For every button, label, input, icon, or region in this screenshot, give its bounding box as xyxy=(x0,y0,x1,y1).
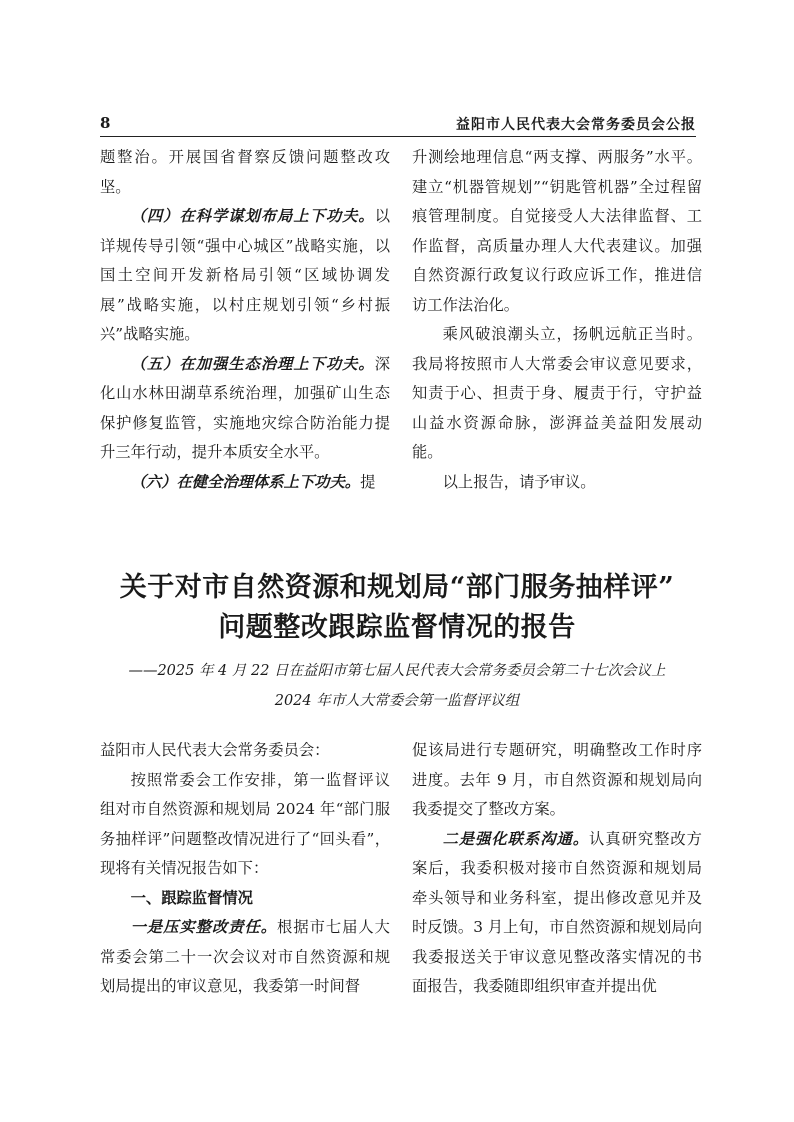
article-title xyxy=(60,568,734,648)
page-number: 8 xyxy=(100,114,111,132)
article-subtitle-line: 2024 年市人大常委会第一监督评议组 xyxy=(274,693,520,709)
article-title-line: 关于对市自然资源和规划局“部门服务抽样评” xyxy=(119,572,675,603)
paragraph xyxy=(100,350,390,468)
paragraph: 按照常委会工作安排，第一监督评议组对市自然资源和规划局 2024 年“部门服务抽样评”问题整改情况进行了“回头看”，现将有关情况报告如下： xyxy=(100,770,390,877)
paragraph: 乘风破浪潮头立，扬帆远航正当时。我局将按照市人大常委会审议意见要求，知责于心、担责于身、履责于行，守护益山益水资源命脉，澎湃益美益阳发展动能。 xyxy=(412,325,702,461)
paragraph: 升测绘地理信息“两支撑、两服务”水平。建立“机器管规划”“钥匙管机器”全过程留痕管理制度。自觉接受人大法律监督、工作监督，高质量办理人大代表建议。加强自然资源行政复议行政应诉工作，推进信访工作法治化。 xyxy=(412,148,702,314)
section-heading: 二是强化联系沟通。 xyxy=(442,829,590,848)
paragraph-text: 提 xyxy=(360,472,376,491)
article-title-line: 问题整改跟踪监督情况的报告 xyxy=(218,612,576,643)
section-heading: （六）在健全治理体系上下功夫。 xyxy=(130,472,361,491)
paragraph-text: 以详规传导引领“强中心城区”战略实施，以国土空间开发新格局引领“区域协调发展”战略实施，以村庄规划引领“乡村振兴”战略实施。 xyxy=(100,207,390,343)
paragraph-text: 深化山水林田湖草系统治理，加强矿山生态保护修复监管，实施地灾综合防治能力提升三年行动，提升本质安全水平。 xyxy=(100,354,390,461)
article-subtitle-line: ——2025 年 4 月 22 日在益阳市第七届人民代表大会常务委员会第二十七次会议上 xyxy=(128,663,666,679)
article-subtitle xyxy=(60,656,734,716)
section-heading: 一、跟踪监督情况 xyxy=(130,888,253,907)
paragraph: 促该局进行专题研究，明确整改工作时序进度。去年 9 月，市自然资源和规划局向我委提交了整改方案。 xyxy=(412,741,702,818)
section-heading: 一是压实整改责任。 xyxy=(130,918,278,936)
paragraph: 题整治。开展国省督察反馈问题整改攻坚。 xyxy=(100,148,390,196)
bottom-left-column xyxy=(100,736,390,1002)
journal-name: 益阳市人民代表大会常务委员会公报 xyxy=(456,117,696,133)
paragraph-text: 根据市七届人大常委会第二十一次会议对市自然资源和规划局提出的审议意见，我委第一时间督 xyxy=(100,918,390,995)
top-left-column xyxy=(100,143,390,497)
bottom-right-column xyxy=(412,736,702,1002)
section-heading: （四）在科学谋划布局上下功夫。 xyxy=(130,207,375,225)
paragraph xyxy=(412,825,702,1002)
paragraph: 以上报告，请予审议。 xyxy=(442,472,596,491)
paragraph xyxy=(100,913,390,1002)
salutation: 益阳市人民代表大会常务委员会： xyxy=(100,741,330,759)
paragraph-text: 认真研究整改方案后，我委积极对接市自然资源和规划局牵头领导和业务科室，提出修改意见并及时反馈。3 月上旬，市自然资源和规划局向我委报送关于审议意见整改落实情况的书面报告，我委随即组织审查并提出优 xyxy=(412,829,702,995)
paragraph xyxy=(100,468,390,498)
section-heading: （五）在加强生态治理上下功夫。 xyxy=(130,354,375,373)
paragraph xyxy=(100,202,390,350)
top-right-column xyxy=(412,143,702,497)
page-header xyxy=(100,112,696,137)
